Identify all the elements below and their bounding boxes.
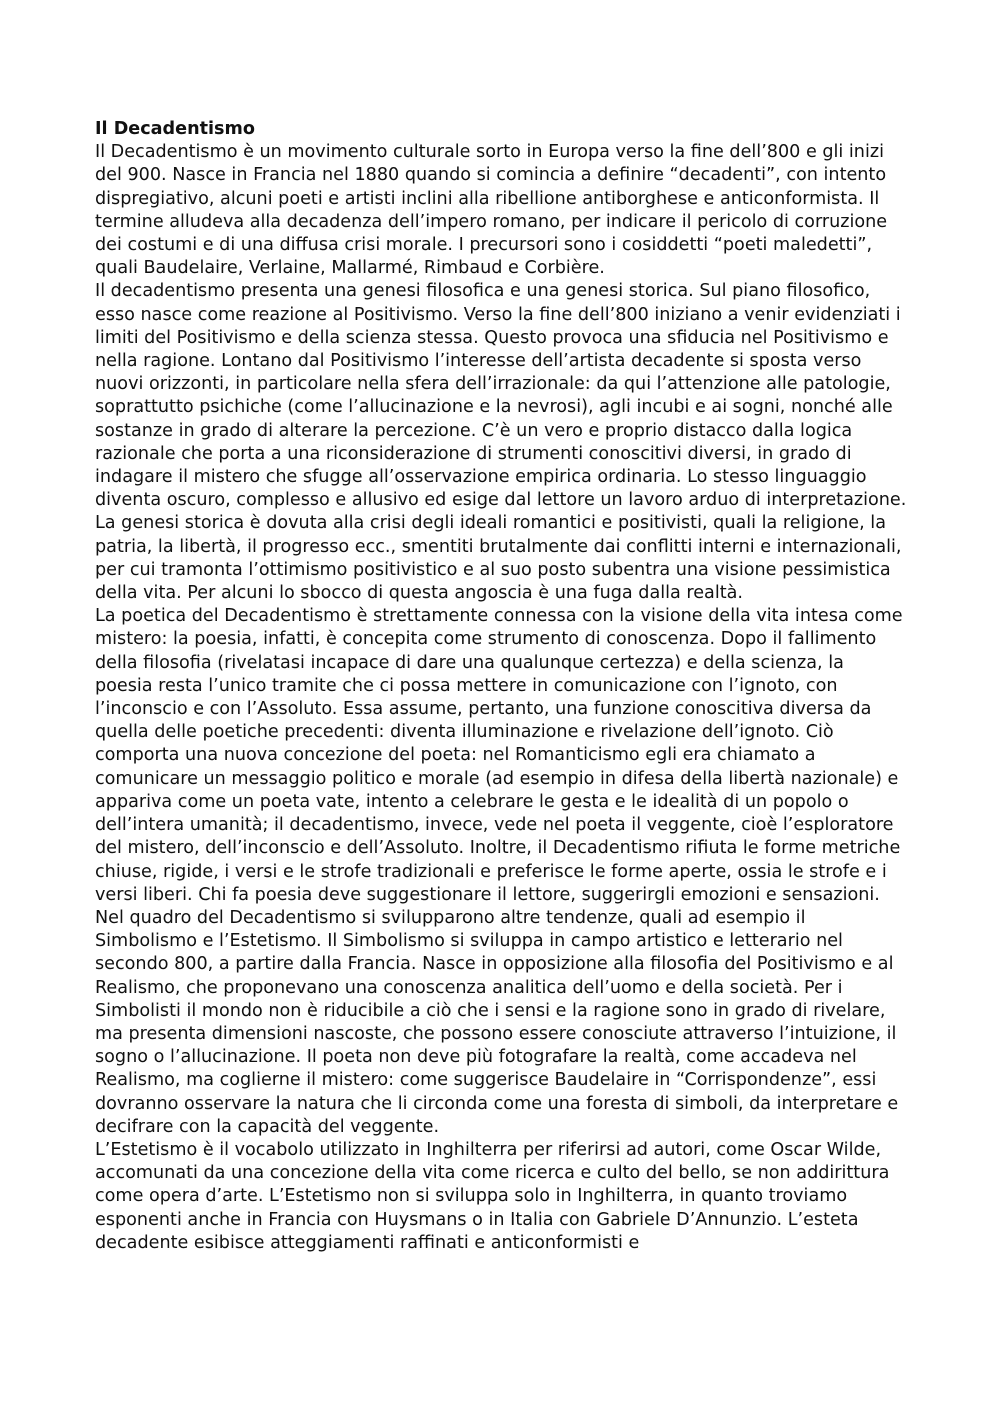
paragraph-genesi: Il decadentismo presenta una genesi filosofica e una genesi storica. Sul piano filosofico, esso nasce come reazione al Positivismo. Verso la fine dell’800 iniziano a venir evidenziati i limiti del Positivismo e della scienza stessa. Questo provoca una sfiducia nel Positivismo e nella ragione. Lontano dal Positivismo l’interesse dell’artista decadente si sposta verso nuovi orizzonti, in particolare nella sfera dell’irrazionale: da qui l’attenzione alle patologie, soprattutto psichiche (come l’allucinazione e la nevrosi), agli incubi e ai sogni, nonché alle sostanze in grado di alterare la percezione. C’è un vero e proprio distacco dalla logica razionale che porta a una riconsiderazione di strumenti conoscitivi diversi, in grado di indagare il mistero che sfugge all’osservazione empirica ordinaria. Lo stesso linguaggio diventa oscuro, complesso e allusivo ed esige dal lettore un lavoro arduo di interpretazione. La genesi storica è dovuta alla crisi degli ideali romantici e positivisti, quali la religione, la patria, la libertà, il progresso ecc., smentiti brutalmente dai conflitti interni e internazionali, per cui tramonta l’ottimismo positivistico e al suo posto subentra una visione pessimistica della vita. Per alcuni lo sbocco di questa angoscia è una fuga dalla realtà.	[95, 281, 907, 604]
paragraph-simbolismo: Nel quadro del Decadentismo si svilupparono altre tendenze, quali ad esempio il Simbolismo e l’Estetismo. Il Simbolismo si sviluppa in campo artistico e letterario nel secondo 800, a partire dalla Francia. Nasce in opposizione alla filosofia del Positivismo e al Realismo, che proponevano una conoscenza analitica dell’uomo e della società. Per i Simbolisti il mondo non è riducibile a ciò che i sensi e la ragione sono in grado di rivelare, ma presenta dimensioni nascoste, che possono essere conosciute attraverso l’intuizione, il sogno o l’allucinazione. Il poeta non deve più fotografare la realtà, come accadeva nel Realismo, ma coglierne il mistero: come suggerisce Baudelaire in “Corrispondenze”, essi dovranno osservare la natura che li circonda come una foresta di simboli, da interpretare e decifrare con la capacità del veggente.	[95, 907, 899, 1137]
paragraph-estetismo: L’Estetismo è il vocabolo utilizzato in Inghilterra per riferirsi ad autori, come Oscar Wilde, accomunati da una concezione della vita come ricerca e culto del bello, se non addirittura come opera d’arte. L’Estetismo non si sviluppa solo in Inghilterra, in quanto troviamo esponenti anche in Francia con Huysmans o in Italia con Gabriele D’Annunzio. L’esteta decadente esibisce atteggiamenti raffinati e anticonformisti e	[95, 1139, 890, 1253]
paragraph-poetica: La poetica del Decadentismo è strettamente connessa con la visione della vita intesa come mistero: la poesia, infatti, è concepita come strumento di conoscenza. Dopo il fallimento della filosofia (rivelatasi incapace di dare una qualunque certezza) e della scienza, la poesia resta l’unico tramite che ci possa mettere in comunicazione con l’ignoto, con l’inconscio e con l’Assoluto. Essa assume, pertanto, una funzione conoscitiva diversa da quella delle poetiche precedenti: diventa illuminazione e rivelazione dell’ignoto. Ciò comporta una nuova concezione del poeta: nel Romanticismo egli era chiamato a comunicare un messaggio politico e morale (ad esempio in difesa della libertà nazionale) e appariva come un poeta vate, intento a celebrare le gesta e le idealità di un popolo o dell’intera umanità; il decadentismo, invece, vede nel poeta il veggente, cioè l’esploratore del mistero, dell’inconscio e dell’Assoluto. Inoltre, il Decadentismo rifiuta le forme metriche chiuse, rigide, i versi e le strofe tradizionali e preferisce le forme aperte, ossia le strofe e i versi liberi. Chi fa poesia deve suggestionare il lettore, suggerirgli emozioni e sensazioni.	[95, 606, 903, 905]
document-title: Il Decadentismo	[95, 119, 255, 139]
paragraph-intro: Il Decadentismo è un movimento culturale sorto in Europa verso la fine dell’800 e gli inizi del 900. Nasce in Francia nel 1880 quando si comincia a definire “decadenti”, con intento dispregiativo, alcuni poeti e artisti inclini alla ribellione antiborghese e anticonformista. Il termine alludeva alla decadenza dell’impero romano, per indicare il pericolo di corruzione dei costumi e di una diffusa crisi morale. I precursori sono i cosiddetti “poeti maledetti”, quali Baudelaire, Verlaine, Mallarmé, Rimbaud e Corbière.	[95, 142, 888, 279]
document-body	[95, 118, 907, 1255]
